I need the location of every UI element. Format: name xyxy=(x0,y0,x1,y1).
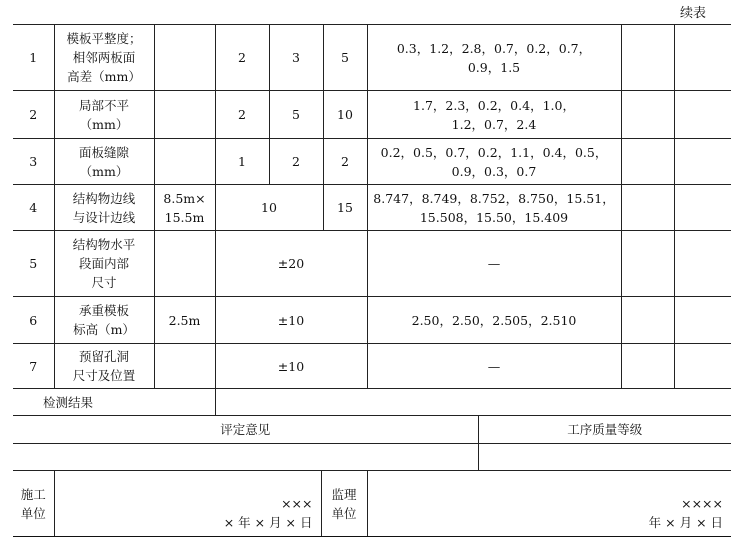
tol-cell: 3 xyxy=(269,25,323,91)
construction-date: × 年 × 月 × 日 xyxy=(223,515,313,530)
construction-unit-label: 施工 单位 xyxy=(13,471,54,537)
row-number: 3 xyxy=(13,139,54,185)
empty-cell xyxy=(674,139,731,185)
item-name: 模板平整度； 相邻两板面 高差（mm） xyxy=(54,25,154,91)
tol-cell: 1 xyxy=(215,139,269,185)
table-row xyxy=(13,91,731,139)
table-row xyxy=(13,344,731,389)
row-number: 5 xyxy=(13,231,54,297)
evaluation-label: 评定意见 xyxy=(13,416,478,444)
empty-cell xyxy=(621,185,674,231)
item-name: 结构物边线 与设计边线 xyxy=(54,185,154,231)
empty-cell xyxy=(674,297,731,344)
supervision-sign: ×××× xyxy=(681,496,724,511)
tol-cell: 2 xyxy=(215,91,269,139)
inspection-table xyxy=(13,24,731,416)
supervision-date: 年 × 月 × 日 xyxy=(648,515,724,530)
table-row xyxy=(13,139,731,185)
tol-cell: ±20 xyxy=(215,231,367,297)
row-number: 2 xyxy=(13,91,54,139)
table-row xyxy=(13,25,731,91)
tol-cell: 10 xyxy=(323,91,367,139)
empty-cell xyxy=(674,185,731,231)
tol-cell: 2 xyxy=(215,25,269,91)
empty-cell xyxy=(674,25,731,91)
measured-values: 8.747，8.749，8.752，8.750，15.51， 15.508，15.50，15.409 xyxy=(367,185,621,231)
spec-cell: 2.5m xyxy=(154,297,215,344)
continued-label: 续表 xyxy=(679,6,706,21)
item-name: 面板缝隙 （mm） xyxy=(54,139,154,185)
tol-cell: 5 xyxy=(323,25,367,91)
tol-cell: 10 xyxy=(215,185,323,231)
item-name: 承重模板 标高（m） xyxy=(54,297,154,344)
quality-grade-value xyxy=(478,444,731,471)
supervision-unit-label: 监理 单位 xyxy=(321,471,367,537)
tol-cell: ±10 xyxy=(215,344,367,389)
item-name: 结构物水平 段面内部 尺寸 xyxy=(54,231,154,297)
measured-values: 0.3，1.2，2.8，0.7，0.2，0.7， 0.9，1.5 xyxy=(367,25,621,91)
construction-unit-signature xyxy=(54,471,321,537)
supervision-unit-signature xyxy=(367,471,731,537)
measured-values: — xyxy=(367,344,621,389)
spec-cell xyxy=(154,139,215,185)
result-label: 检测结果 xyxy=(13,389,215,416)
evaluation-table xyxy=(13,415,731,537)
quality-grade-label: 工序质量等级 xyxy=(478,416,731,444)
result-value xyxy=(215,389,731,416)
empty-cell xyxy=(674,91,731,139)
tol-cell: ±10 xyxy=(215,297,367,344)
empty-cell xyxy=(621,231,674,297)
table-row xyxy=(13,231,731,297)
measured-values: 1.7，2.3，0.2，0.4，1.0， 1.2，0.7，2.4 xyxy=(367,91,621,139)
empty-cell xyxy=(674,344,731,389)
construction-sign: ××× xyxy=(281,496,313,511)
spec-cell: 8.5m× 15.5m xyxy=(154,185,215,231)
empty-cell xyxy=(621,139,674,185)
empty-cell xyxy=(621,91,674,139)
empty-cell xyxy=(621,297,674,344)
item-name: 局部不平 （mm） xyxy=(54,91,154,139)
bottom-rule xyxy=(13,536,731,537)
spec-cell xyxy=(154,91,215,139)
measured-values: — xyxy=(367,231,621,297)
row-number: 7 xyxy=(13,344,54,389)
measured-values: 0.2，0.5，0.7，0.2，1.1，0.4，0.5， 0.9，0.3，0.7 xyxy=(367,139,621,185)
result-row xyxy=(13,389,731,416)
tol-cell: 2 xyxy=(323,139,367,185)
row-number: 6 xyxy=(13,297,54,344)
empty-cell xyxy=(621,344,674,389)
tol-cell: 2 xyxy=(269,139,323,185)
table-row xyxy=(13,297,731,344)
table-row xyxy=(13,185,731,231)
item-name: 预留孔洞 尺寸及位置 xyxy=(54,344,154,389)
tol-cell: 5 xyxy=(269,91,323,139)
empty-cell xyxy=(621,25,674,91)
tol-cell: 15 xyxy=(323,185,367,231)
spec-cell xyxy=(154,344,215,389)
measured-values: 2.50，2.50，2.505，2.510 xyxy=(367,297,621,344)
spec-cell xyxy=(154,231,215,297)
evaluation-value xyxy=(13,444,478,471)
empty-cell xyxy=(674,231,731,297)
row-number: 4 xyxy=(13,185,54,231)
row-number: 1 xyxy=(13,25,54,91)
spec-cell xyxy=(154,25,215,91)
